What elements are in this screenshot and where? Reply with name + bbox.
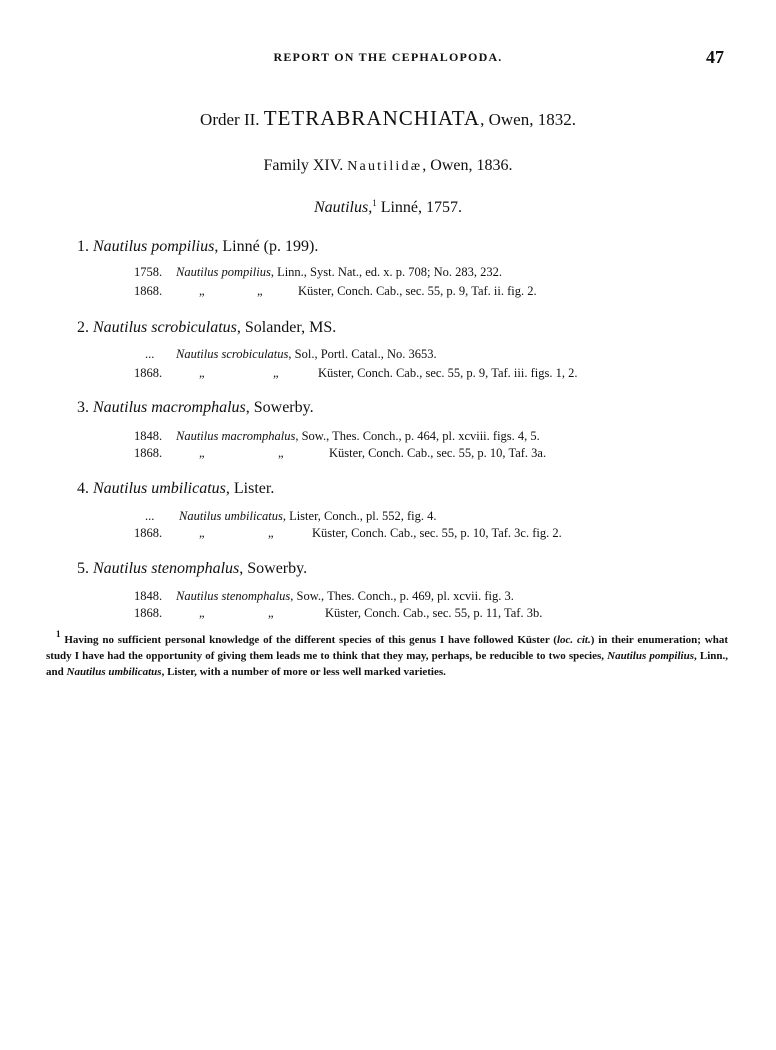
synonym-ref: , Sol., Portl. Catal., No. 3653. — [288, 347, 437, 361]
footnote-part: , Linn., and — [46, 650, 728, 678]
synonym-row — [0, 265, 776, 281]
synonym-row — [0, 347, 776, 363]
family-name: Nautilidæ — [347, 159, 423, 174]
synonym-year: ... — [145, 509, 155, 523]
footnote-part: , Lister, with a number of more or less well marked varieties. — [161, 666, 446, 678]
synonym-name: Nautilus stenomphalus — [176, 589, 291, 603]
species-author: , Solander, MS. — [236, 319, 337, 336]
synonym-year: 1868. — [134, 366, 163, 380]
synonym-year: 1848. — [134, 589, 163, 603]
species-number: 1. — [77, 238, 89, 255]
synonym-year: 1868. — [134, 446, 163, 460]
ditto-mark: „ — [273, 366, 279, 380]
ditto-mark: „ — [199, 526, 205, 540]
synonym-year: ... — [145, 347, 155, 361]
family-author: , Owen, 1836. — [422, 157, 513, 174]
synonym-ref: , Sow., Thes. Conch., p. 464, pl. xcviii. figs. 4, 5. — [295, 429, 540, 443]
footnote — [46, 629, 728, 680]
footnote-mark: 1 — [56, 629, 61, 639]
running-head: REPORT ON THE CEPHALOPODA. — [273, 50, 503, 64]
synonym-row — [0, 589, 776, 605]
genus-author: Linné, 1757. — [376, 199, 463, 216]
synonym-ref: , Lister, Conch., pl. 552, fig. 4. — [282, 509, 437, 523]
order-heading — [0, 106, 776, 131]
synonym-year: 1758. — [134, 265, 163, 279]
family-heading — [0, 157, 776, 175]
synonym-entry — [176, 589, 514, 604]
species-author: , Linné (p. 199). — [214, 238, 319, 255]
ditto-mark: „ — [199, 284, 205, 298]
species-heading — [77, 319, 336, 337]
footnote-part: Having no sufficient personal knowledge of the different species of this genus I have followed Küster ( — [60, 634, 557, 646]
ditto-mark: „ — [268, 526, 274, 540]
species-heading — [77, 399, 314, 417]
synonym-entry — [176, 347, 437, 362]
synonym-entry — [176, 429, 540, 444]
synonym-year: 1868. — [134, 284, 163, 298]
order-prefix: Order II. — [200, 110, 260, 129]
synonym-name: Nautilus pompilius — [176, 265, 271, 279]
species-author: , Sowerby. — [245, 399, 314, 416]
ditto-mark: „ — [278, 446, 284, 460]
synonym-ref: Küster, Conch. Cab., sec. 55, p. 10, Taf. 3c. fig. 2. — [312, 526, 562, 540]
synonym-name: Nautilus scrobiculatus — [176, 347, 289, 361]
synonym-ref: , Linn., Syst. Nat., ed. x. p. 708; No. 283, 232. — [270, 265, 503, 279]
species-number: 3. — [77, 399, 89, 416]
order-name: TETRABRANCHIATA — [263, 106, 481, 130]
synonym-row — [0, 366, 776, 382]
ditto-mark: „ — [199, 606, 205, 620]
footnote-part: ) in their enumeration; what study I have had the opportunity of giving them leads me to think that they may, perhaps, be reducible to two species, — [46, 634, 728, 662]
species-name: Nautilus umbilicatus — [93, 480, 226, 497]
footnote-italic: loc. cit. — [556, 634, 591, 646]
synonym-row — [0, 606, 776, 622]
synonym-name: Nautilus macromphalus — [176, 429, 296, 443]
species-heading — [77, 480, 274, 498]
family-prefix: Family XIV. — [263, 157, 344, 174]
species-name: Nautilus stenomphalus — [93, 560, 240, 577]
species-author: , Lister. — [225, 480, 275, 497]
synonym-ref: Küster, Conch. Cab., sec. 55, p. 9, Taf. iii. figs. 1, 2. — [318, 366, 578, 380]
genus-heading — [0, 199, 776, 217]
synonym-row — [0, 526, 776, 542]
footnote-text — [46, 629, 728, 680]
synonym-name: Nautilus umbilicatus — [179, 509, 283, 523]
ditto-mark: „ — [257, 284, 263, 298]
synonym-row — [0, 284, 776, 300]
synonym-year: 1848. — [134, 429, 163, 443]
species-number: 5. — [77, 560, 89, 577]
synonym-ref: Küster, Conch. Cab., sec. 55, p. 9, Taf. ii. fig. 2. — [298, 284, 537, 298]
page-number: 47 — [706, 47, 724, 67]
ditto-mark: „ — [268, 606, 274, 620]
synonym-entry — [176, 265, 502, 280]
genus-footnote-mark: 1 — [372, 198, 377, 208]
species-number: 2. — [77, 319, 89, 336]
genus-name: Nautilus, — [313, 199, 373, 216]
synonym-row — [0, 509, 776, 525]
synonym-ref: Küster, Conch. Cab., sec. 55, p. 10, Taf. 3a. — [329, 446, 547, 460]
ditto-mark: „ — [199, 366, 205, 380]
ditto-mark: „ — [199, 446, 205, 460]
species-author: , Sowerby. — [239, 560, 308, 577]
synonym-entry — [179, 509, 436, 524]
synonym-year: 1868. — [134, 606, 163, 620]
species-heading — [77, 238, 318, 256]
synonym-ref: , Sow., Thes. Conch., p. 469, pl. xcvii. fig. 3. — [290, 589, 514, 603]
species-name: Nautilus scrobiculatus — [93, 319, 237, 336]
species-number: 4. — [77, 480, 89, 497]
synonym-row — [0, 429, 776, 445]
species-heading — [77, 560, 307, 578]
footnote-italic: Nautilus umbilicatus — [66, 666, 162, 678]
species-name: Nautilus macromphalus — [93, 399, 246, 416]
synonym-row — [0, 446, 776, 462]
species-name: Nautilus pompilius — [93, 238, 215, 255]
footnote-italic: Nautilus pompilius — [607, 650, 694, 662]
order-author: , Owen, 1832. — [480, 110, 576, 129]
synonym-ref: Küster, Conch. Cab., sec. 55, p. 11, Taf. 3b. — [325, 606, 543, 620]
synonym-year: 1868. — [134, 526, 163, 540]
